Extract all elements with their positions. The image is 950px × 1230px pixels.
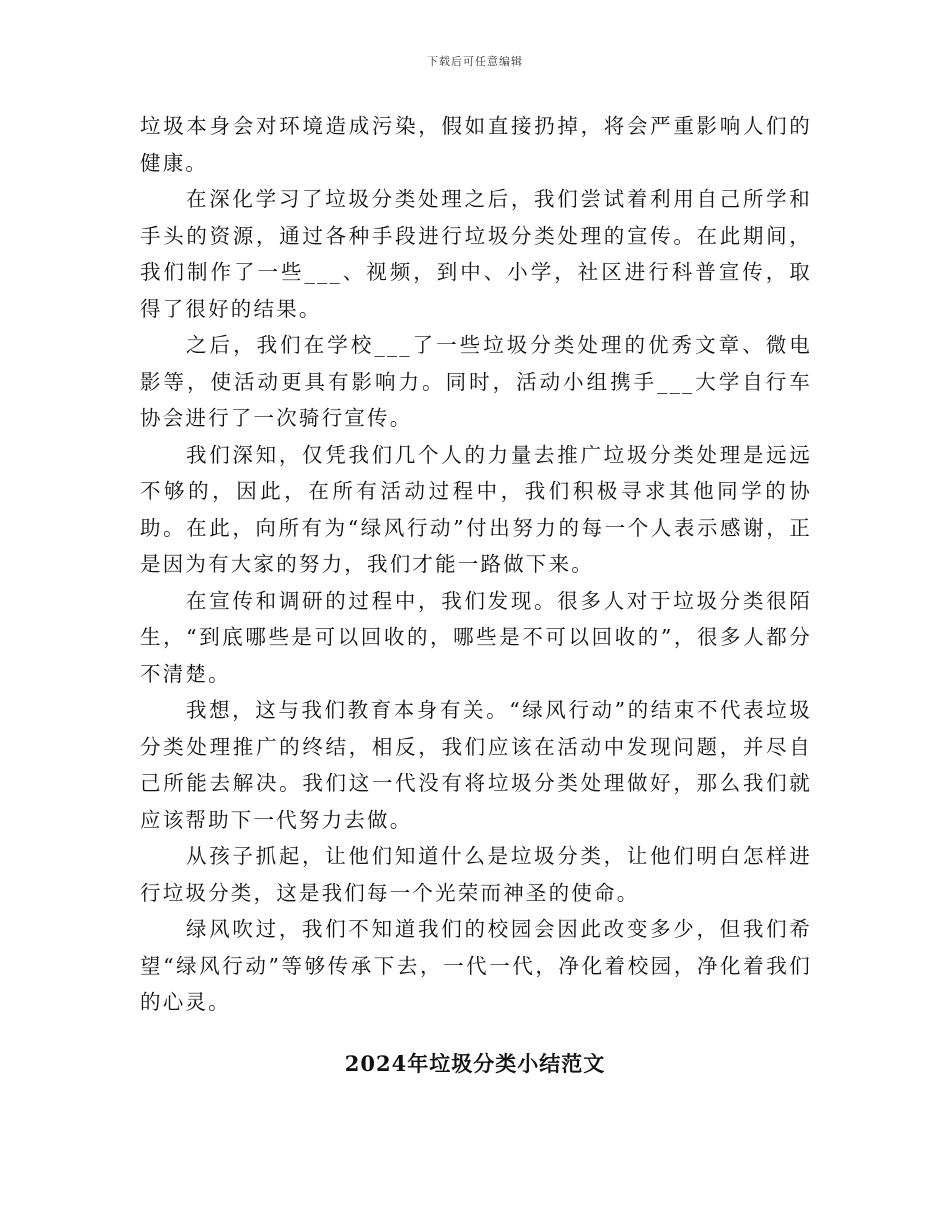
paragraph: 在宣传和调研的过程中，我们发现。很多人对于垃圾分类很陌生，“到底哪些是可以回收的，哪些是不可以回收的”，很多人都分不清楚。 <box>140 588 812 686</box>
paragraph: 在深化学习了垃圾分类处理之后，我们尝试着利用自己所学和手头的资源，通过各种手段进行垃圾分类处理的宣传。在此期间，我们制作了一些___、视频，到中、小学，社区进行科普宣传，取得了很好的结果。 <box>140 187 812 321</box>
paragraph: 绿风吹过，我们不知道我们的校园会因此改变多少，但我们希望“绿风行动”等够传承下去，一代一代，净化着校园，净化着我们的心灵。 <box>140 917 812 1014</box>
paragraph: 我想，这与我们教育本身有关。“绿风行动”的结束不代表垃圾分类处理推广的终结，相反，我们应该在活动中发现问题，并尽自己所能去解决。我们这一代没有将垃圾分类处理做好，那么我们就应该帮助下一代努力去做。 <box>140 698 812 832</box>
document-body <box>140 108 812 1021</box>
header-note: 下载后可任意编辑 <box>427 55 523 68</box>
paragraph: 从孩子抓起，让他们知道什么是垃圾分类，让他们明白怎样进行垃圾分类，这是我们每一个光荣而神圣的使命。 <box>140 844 812 905</box>
paragraph: 垃圾本身会对环境造成污染，假如直接扔掉，将会严重影响人们的健康。 <box>140 114 812 175</box>
paragraph: 我们深知，仅凭我们几个人的力量去推广垃圾分类处理是远远不够的，因此，在所有活动过程中，我们积极寻求其他同学的协助。在此，向所有为“绿风行动”付出努力的每一个人表示感谢，正是因为有大家的努力，我们才能一路做下来。 <box>140 442 812 576</box>
paragraph: 之后，我们在学校___了一些垃圾分类处理的优秀文章、微电影等，使活动更具有影响力。同时，活动小组携手___大学自行车协会进行了一次骑行宣传。 <box>140 333 812 430</box>
section-title: 2024年垃圾分类小结范文 <box>344 1051 606 1076</box>
